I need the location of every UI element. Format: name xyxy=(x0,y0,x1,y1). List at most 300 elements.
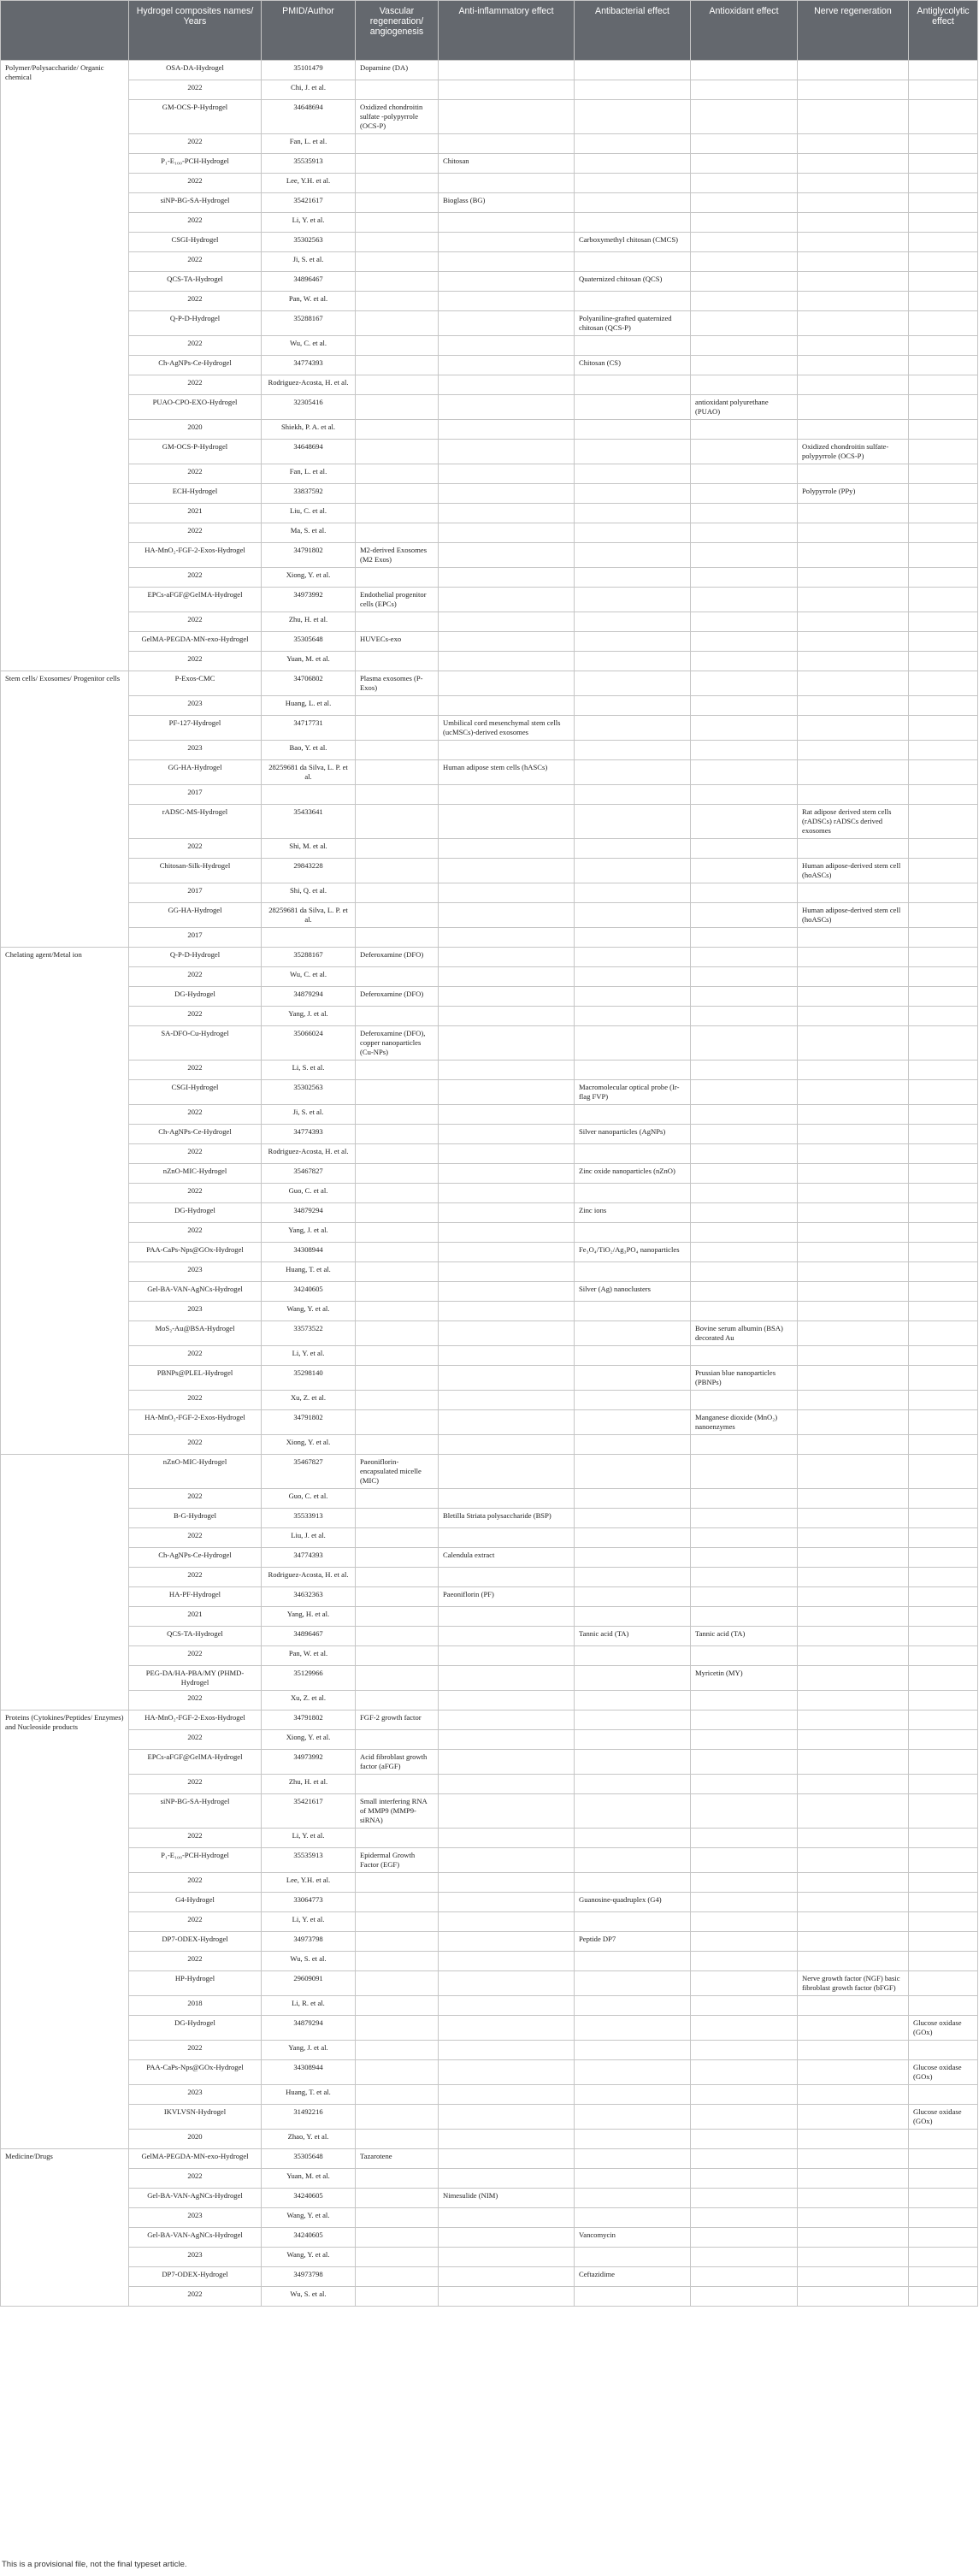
nerve-regeneration-cell xyxy=(798,948,909,967)
antibacterial-cell xyxy=(575,1144,691,1164)
anti-inflammatory-cell xyxy=(439,696,575,716)
pmid-author-cell: 33837592 xyxy=(262,484,356,504)
composite-name-cell: DG-Hydrogel xyxy=(129,987,262,1007)
antibacterial-cell xyxy=(575,543,691,568)
composite-name-cell: IKVLVSN-Hydrogel xyxy=(129,2105,262,2130)
pmid-author-cell: 34308944 xyxy=(262,2060,356,2085)
antiglycolytic-cell xyxy=(909,1144,978,1164)
nerve-regeneration-cell xyxy=(798,1710,909,1730)
antioxidant-cell xyxy=(691,1026,798,1061)
composite-name-cell: 2022 xyxy=(129,1346,262,1366)
vascular-regeneration-cell xyxy=(356,883,439,903)
vascular-regeneration-cell xyxy=(356,1105,439,1125)
nerve-regeneration-cell xyxy=(798,1282,909,1302)
antiglycolytic-cell xyxy=(909,1061,978,1080)
table-row xyxy=(1,543,978,568)
table-row xyxy=(1,2130,978,2149)
nerve-regeneration-cell xyxy=(798,1223,909,1243)
composite-name-cell: P₁-E₁₀₀-PCH-Hydrogel xyxy=(129,1848,262,1873)
pmid-author-cell: Li, Y. et al. xyxy=(262,1912,356,1932)
pmid-author-cell xyxy=(262,928,356,948)
anti-inflammatory-cell xyxy=(439,1568,575,1587)
anti-inflammatory-cell xyxy=(439,1007,575,1026)
antioxidant-cell xyxy=(691,1125,798,1144)
vascular-regeneration-cell xyxy=(356,1321,439,1346)
pmid-author-cell: Bao, Y. et al. xyxy=(262,741,356,760)
antioxidant-cell xyxy=(691,2189,798,2208)
pmid-author-cell: 34879294 xyxy=(262,987,356,1007)
pmid-author-cell: Li, Y. et al. xyxy=(262,1829,356,1848)
vascular-regeneration-cell xyxy=(356,1410,439,1435)
anti-inflammatory-cell xyxy=(439,1125,575,1144)
antiglycolytic-cell xyxy=(909,568,978,588)
anti-inflammatory-cell xyxy=(439,440,575,464)
table-row xyxy=(1,1952,978,1971)
anti-inflammatory-cell: Chitosan xyxy=(439,154,575,174)
table-row xyxy=(1,632,978,652)
table-row xyxy=(1,2105,978,2130)
pmid-author-cell: Wang, Y. et al. xyxy=(262,2248,356,2267)
antioxidant-cell xyxy=(691,1080,798,1105)
antioxidant-cell xyxy=(691,484,798,504)
composite-name-cell: 2022 xyxy=(129,967,262,987)
antioxidant-cell xyxy=(691,233,798,252)
composite-name-cell: 2017 xyxy=(129,883,262,903)
nerve-regeneration-cell xyxy=(798,588,909,612)
antibacterial-cell: Carboxymethyl chitosan (CMCS) xyxy=(575,233,691,252)
anti-inflammatory-cell xyxy=(439,336,575,356)
composite-name-cell: Gel-BA-VAN-AgNCs-Hydrogel xyxy=(129,2228,262,2248)
antioxidant-cell xyxy=(691,903,798,928)
composite-name-cell: HP-Hydrogel xyxy=(129,1971,262,1996)
anti-inflammatory-cell xyxy=(439,1282,575,1302)
table-row xyxy=(1,1912,978,1932)
anti-inflammatory-cell xyxy=(439,1730,575,1750)
table-row xyxy=(1,1184,978,1203)
composite-name-cell: Ch-AgNPs-Ce-Hydrogel xyxy=(129,356,262,375)
antibacterial-cell xyxy=(575,785,691,805)
antibacterial-cell xyxy=(575,671,691,696)
anti-inflammatory-cell xyxy=(439,2060,575,2085)
table-row xyxy=(1,883,978,903)
nerve-regeneration-cell xyxy=(798,252,909,272)
pmid-author-cell: 35433641 xyxy=(262,805,356,839)
antioxidant-cell xyxy=(691,1223,798,1243)
anti-inflammatory-cell xyxy=(439,1794,575,1829)
antioxidant-cell xyxy=(691,760,798,785)
table-row xyxy=(1,1203,978,1223)
nerve-regeneration-cell xyxy=(798,1455,909,1489)
antioxidant-cell xyxy=(691,839,798,859)
vascular-regeneration-cell xyxy=(356,785,439,805)
nerve-regeneration-cell xyxy=(798,2208,909,2228)
antiglycolytic-cell xyxy=(909,2169,978,2189)
antioxidant-cell xyxy=(691,2287,798,2307)
vascular-regeneration-cell xyxy=(356,1164,439,1184)
pmid-author-cell: 34648694 xyxy=(262,100,356,134)
anti-inflammatory-cell xyxy=(439,504,575,523)
antioxidant-cell xyxy=(691,154,798,174)
nerve-regeneration-cell xyxy=(798,1391,909,1410)
antibacterial-cell xyxy=(575,1262,691,1282)
table-row xyxy=(1,1435,978,1455)
antioxidant-cell xyxy=(691,2248,798,2267)
antiglycolytic-cell xyxy=(909,1489,978,1509)
table-row xyxy=(1,716,978,741)
antibacterial-cell xyxy=(575,2208,691,2228)
pmid-author-cell: 35129966 xyxy=(262,1666,356,1691)
pmid-author-cell: Guo, C. et al. xyxy=(262,1489,356,1509)
antibacterial-cell: Macromolecular optical probe (Ir-flag FVP) xyxy=(575,1080,691,1105)
composite-name-cell: B-G-Hydrogel xyxy=(129,1509,262,1528)
table-row xyxy=(1,1321,978,1346)
antiglycolytic-cell xyxy=(909,2189,978,2208)
vascular-regeneration-cell xyxy=(356,1302,439,1321)
anti-inflammatory-cell xyxy=(439,1952,575,1971)
vascular-regeneration-cell xyxy=(356,193,439,213)
vascular-regeneration-cell xyxy=(356,967,439,987)
anti-inflammatory-cell xyxy=(439,1455,575,1489)
antiglycolytic-cell xyxy=(909,1666,978,1691)
table-row xyxy=(1,1794,978,1829)
table-row xyxy=(1,928,978,948)
nerve-regeneration-cell xyxy=(798,839,909,859)
nerve-regeneration-cell xyxy=(798,1007,909,1026)
pmid-author-cell: Xiong, Y. et al. xyxy=(262,1730,356,1750)
anti-inflammatory-cell xyxy=(439,1262,575,1282)
vascular-regeneration-cell xyxy=(356,696,439,716)
antibacterial-cell: Guanosine-quadruplex (G4) xyxy=(575,1893,691,1912)
nerve-regeneration-cell xyxy=(798,1730,909,1750)
pmid-author-cell: Wu, C. et al. xyxy=(262,967,356,987)
antioxidant-cell xyxy=(691,252,798,272)
composite-name-cell: 2022 xyxy=(129,1952,262,1971)
anti-inflammatory-cell xyxy=(439,292,575,311)
vascular-regeneration-cell: Tazarotene xyxy=(356,2149,439,2169)
composite-name-cell: QCS-TA-Hydrogel xyxy=(129,272,262,292)
pmid-author-cell: 34896467 xyxy=(262,1627,356,1646)
composite-name-cell: PBNPs@PLEL-Hydrogel xyxy=(129,1366,262,1391)
antioxidant-cell xyxy=(691,1730,798,1750)
antioxidant-cell xyxy=(691,1007,798,1026)
composite-name-cell: 2022 xyxy=(129,1775,262,1794)
composite-name-cell: DG-Hydrogel xyxy=(129,2016,262,2041)
composite-name-cell: 2022 xyxy=(129,292,262,311)
pmid-author-cell: Ji, S. et al. xyxy=(262,252,356,272)
vascular-regeneration-cell xyxy=(356,859,439,883)
category-cell: Proteins (Cytokines/Peptides/ Enzymes) and Nucleoside products xyxy=(1,1710,129,2149)
anti-inflammatory-cell: Human adipose stem cells (hASCs) xyxy=(439,760,575,785)
anti-inflammatory-cell xyxy=(439,1243,575,1262)
table-row xyxy=(1,1893,978,1912)
anti-inflammatory-cell xyxy=(439,1971,575,1996)
table-row xyxy=(1,903,978,928)
antioxidant-cell xyxy=(691,805,798,839)
nerve-regeneration-cell xyxy=(798,987,909,1007)
antibacterial-cell xyxy=(575,967,691,987)
pmid-author-cell: 35467827 xyxy=(262,1164,356,1184)
pmid-author-cell: 34973798 xyxy=(262,1932,356,1952)
nerve-regeneration-cell xyxy=(798,1144,909,1164)
composite-name-cell: 2022 xyxy=(129,1873,262,1893)
antiglycolytic-cell xyxy=(909,543,978,568)
antioxidant-cell xyxy=(691,543,798,568)
pmid-author-cell: Wang, Y. et al. xyxy=(262,1302,356,1321)
antioxidant-cell xyxy=(691,588,798,612)
pmid-author-cell: Chi, J. et al. xyxy=(262,80,356,100)
antiglycolytic-cell xyxy=(909,1125,978,1144)
pmid-author-cell: 35305648 xyxy=(262,632,356,652)
table-row xyxy=(1,1223,978,1243)
anti-inflammatory-cell: Nimesulide (NIM) xyxy=(439,2189,575,2208)
antibacterial-cell xyxy=(575,504,691,523)
antibacterial-cell: Silver (Ag) nanoclusters xyxy=(575,1282,691,1302)
antioxidant-cell xyxy=(691,967,798,987)
antibacterial-cell xyxy=(575,1366,691,1391)
vascular-regeneration-cell: M2-derived Exosomes (M2 Exos) xyxy=(356,543,439,568)
nerve-regeneration-cell xyxy=(798,2085,909,2105)
vascular-regeneration-cell xyxy=(356,1243,439,1262)
vascular-regeneration-cell xyxy=(356,134,439,154)
anti-inflammatory-cell xyxy=(439,523,575,543)
table-row xyxy=(1,1932,978,1952)
pmid-author-cell: Xiong, Y. et al. xyxy=(262,568,356,588)
antibacterial-cell xyxy=(575,741,691,760)
antibacterial-cell xyxy=(575,100,691,134)
table-row xyxy=(1,1971,978,1996)
composite-name-cell: GelMA-PEGDA-MN-exo-Hydrogel xyxy=(129,632,262,652)
antibacterial-cell xyxy=(575,1026,691,1061)
antibacterial-cell: Polyaniline-grafted quaternized chitosan (QCS-P) xyxy=(575,311,691,336)
composite-name-cell: G4-Hydrogel xyxy=(129,1893,262,1912)
composite-name-cell: EPCs-aFGF@GelMA-Hydrogel xyxy=(129,588,262,612)
antiglycolytic-cell xyxy=(909,1873,978,1893)
vascular-regeneration-cell xyxy=(356,1912,439,1932)
antibacterial-cell xyxy=(575,1646,691,1666)
vascular-regeneration-cell xyxy=(356,1528,439,1548)
composite-name-cell: Ch-AgNPs-Ce-Hydrogel xyxy=(129,1548,262,1568)
table-row xyxy=(1,1302,978,1321)
anti-inflammatory-cell xyxy=(439,1391,575,1410)
vascular-regeneration-cell xyxy=(356,760,439,785)
nerve-regeneration-cell xyxy=(798,1848,909,1873)
nerve-regeneration-cell xyxy=(798,2189,909,2208)
nerve-regeneration-cell xyxy=(798,1893,909,1912)
antiglycolytic-cell xyxy=(909,80,978,100)
pmid-author-cell: 34632363 xyxy=(262,1587,356,1607)
pmid-author-cell: Fan, L. et al. xyxy=(262,134,356,154)
table-row xyxy=(1,2189,978,2208)
composite-name-cell: PAA-CaPs-Nps@GOx-Hydrogel xyxy=(129,1243,262,1262)
nerve-regeneration-cell xyxy=(798,80,909,100)
pmid-author-cell: Li, Y. et al. xyxy=(262,213,356,233)
header-antiglycolytic: Antiglycolytic effect xyxy=(909,1,978,61)
vascular-regeneration-cell xyxy=(356,2228,439,2248)
antibacterial-cell xyxy=(575,839,691,859)
composite-name-cell: GM-OCS-P-Hydrogel xyxy=(129,100,262,134)
antiglycolytic-cell: Glucose oxidase (GOx) xyxy=(909,2016,978,2041)
vascular-regeneration-cell xyxy=(356,1996,439,2016)
table-row xyxy=(1,1080,978,1105)
pmid-author-cell xyxy=(262,785,356,805)
table-row xyxy=(1,1243,978,1262)
antioxidant-cell xyxy=(691,134,798,154)
nerve-regeneration-cell xyxy=(798,1509,909,1528)
header-antioxidant: Antioxidant effect xyxy=(691,1,798,61)
pmid-author-cell: Zhu, H. et al. xyxy=(262,1775,356,1794)
pmid-author-cell: 29609091 xyxy=(262,1971,356,1996)
antioxidant-cell: Tannic acid (TA) xyxy=(691,1627,798,1646)
table-row xyxy=(1,1646,978,1666)
pmid-author-cell: Lee, Y.H. et al. xyxy=(262,174,356,193)
anti-inflammatory-cell xyxy=(439,903,575,928)
antibacterial-cell xyxy=(575,1848,691,1873)
vascular-regeneration-cell xyxy=(356,1346,439,1366)
nerve-regeneration-cell xyxy=(798,1302,909,1321)
composite-name-cell: QCS-TA-Hydrogel xyxy=(129,1627,262,1646)
nerve-regeneration-cell xyxy=(798,1346,909,1366)
table-row xyxy=(1,805,978,839)
composite-name-cell: 2022 xyxy=(129,1730,262,1750)
table-header-row xyxy=(1,1,978,61)
nerve-regeneration-cell xyxy=(798,272,909,292)
nerve-regeneration-cell xyxy=(798,696,909,716)
pmid-author-cell: 35467827 xyxy=(262,1455,356,1489)
anti-inflammatory-cell: Bletilla Striata polysaccharide (BSP) xyxy=(439,1509,575,1528)
pmid-author-cell: 35305648 xyxy=(262,2149,356,2169)
anti-inflammatory-cell xyxy=(439,1607,575,1627)
antibacterial-cell xyxy=(575,1302,691,1321)
pmid-author-cell: Pan, W. et al. xyxy=(262,1646,356,1666)
table-row xyxy=(1,336,978,356)
vascular-regeneration-cell xyxy=(356,80,439,100)
header-vascular-regeneration: Vascular regeneration/ angiogenesis xyxy=(356,1,439,61)
composite-name-cell: 2022 xyxy=(129,80,262,100)
composite-name-cell: 2023 xyxy=(129,696,262,716)
table-row xyxy=(1,523,978,543)
anti-inflammatory-cell xyxy=(439,1893,575,1912)
nerve-regeneration-cell xyxy=(798,2228,909,2248)
nerve-regeneration-cell xyxy=(798,1750,909,1775)
antiglycolytic-cell xyxy=(909,1302,978,1321)
anti-inflammatory-cell xyxy=(439,967,575,987)
nerve-regeneration-cell xyxy=(798,741,909,760)
pmid-author-cell: 35288167 xyxy=(262,948,356,967)
antibacterial-cell: Chitosan (CS) xyxy=(575,356,691,375)
nerve-regeneration-cell xyxy=(798,671,909,696)
table-row xyxy=(1,2267,978,2287)
pmid-author-cell: 34240605 xyxy=(262,2228,356,2248)
pmid-author-cell: 35535913 xyxy=(262,154,356,174)
category-cell: Medicine/Drugs xyxy=(1,2149,129,2307)
antiglycolytic-cell xyxy=(909,1007,978,1026)
antibacterial-cell xyxy=(575,193,691,213)
antibacterial-cell xyxy=(575,1061,691,1080)
composite-name-cell: 2022 xyxy=(129,1489,262,1509)
antioxidant-cell xyxy=(691,440,798,464)
table-row xyxy=(1,356,978,375)
antioxidant-cell xyxy=(691,420,798,440)
composite-name-cell: GM-OCS-P-Hydrogel xyxy=(129,440,262,464)
pmid-author-cell: Xiong, Y. et al. xyxy=(262,1435,356,1455)
antiglycolytic-cell xyxy=(909,1775,978,1794)
antioxidant-cell xyxy=(691,1435,798,1455)
composite-name-cell: CSGI-Hydrogel xyxy=(129,233,262,252)
antibacterial-cell xyxy=(575,1435,691,1455)
table-row xyxy=(1,174,978,193)
table-row xyxy=(1,1391,978,1410)
table-row xyxy=(1,696,978,716)
composite-name-cell: Q-P-D-Hydrogel xyxy=(129,948,262,967)
vascular-regeneration-cell xyxy=(356,1587,439,1607)
anti-inflammatory-cell xyxy=(439,1646,575,1666)
pmid-author-cell: 34774393 xyxy=(262,1125,356,1144)
antibacterial-cell xyxy=(575,652,691,671)
antibacterial-cell xyxy=(575,1223,691,1243)
nerve-regeneration-cell: Human adipose-derived stem cell (hoASCs) xyxy=(798,903,909,928)
anti-inflammatory-cell xyxy=(439,356,575,375)
vascular-regeneration-cell: Endothelial progenitor cells (EPCs) xyxy=(356,588,439,612)
table-row xyxy=(1,2248,978,2267)
antioxidant-cell xyxy=(691,61,798,80)
composite-name-cell: 2022 xyxy=(129,1435,262,1455)
antiglycolytic-cell xyxy=(909,1105,978,1125)
table-row xyxy=(1,154,978,174)
table-row xyxy=(1,395,978,420)
antiglycolytic-cell xyxy=(909,420,978,440)
composite-name-cell: 2022 xyxy=(129,1223,262,1243)
vascular-regeneration-cell xyxy=(356,1646,439,1666)
composite-name-cell: 2021 xyxy=(129,1607,262,1627)
anti-inflammatory-cell xyxy=(439,2267,575,2287)
antibacterial-cell xyxy=(575,213,691,233)
antiglycolytic-cell xyxy=(909,1829,978,1848)
nerve-regeneration-cell xyxy=(798,1203,909,1223)
pmid-author-cell: Wang, Y. et al. xyxy=(262,2208,356,2228)
pmid-author-cell: 35533913 xyxy=(262,1509,356,1528)
antibacterial-cell: Zinc oxide nanoparticles (nZnO) xyxy=(575,1164,691,1184)
antiglycolytic-cell xyxy=(909,61,978,80)
antiglycolytic-cell xyxy=(909,100,978,134)
antiglycolytic-cell xyxy=(909,1627,978,1646)
nerve-regeneration-cell: Human adipose-derived stem cell (hoASCs) xyxy=(798,859,909,883)
anti-inflammatory-cell xyxy=(439,543,575,568)
nerve-regeneration-cell xyxy=(798,632,909,652)
antioxidant-cell xyxy=(691,1568,798,1587)
pmid-author-cell: Zhao, Y. et al. xyxy=(262,2130,356,2149)
nerve-regeneration-cell xyxy=(798,213,909,233)
vascular-regeneration-cell xyxy=(356,1691,439,1710)
anti-inflammatory-cell xyxy=(439,484,575,504)
vascular-regeneration-cell xyxy=(356,1282,439,1302)
nerve-regeneration-cell xyxy=(798,2287,909,2307)
table-row xyxy=(1,193,978,213)
table-row xyxy=(1,233,978,252)
antibacterial-cell: Fe₃O₄/TiO₂/Ag₃PO₄ nanoparticles xyxy=(575,1243,691,1262)
antiglycolytic-cell xyxy=(909,1952,978,1971)
antiglycolytic-cell xyxy=(909,233,978,252)
pmid-author-cell: 34774393 xyxy=(262,1548,356,1568)
anti-inflammatory-cell xyxy=(439,948,575,967)
vascular-regeneration-cell xyxy=(356,464,439,484)
antibacterial-cell xyxy=(575,134,691,154)
antioxidant-cell xyxy=(691,785,798,805)
anti-inflammatory-cell xyxy=(439,1932,575,1952)
nerve-regeneration-cell xyxy=(798,1026,909,1061)
table-row xyxy=(1,1627,978,1646)
pmid-author-cell: 35298140 xyxy=(262,1366,356,1391)
antioxidant-cell xyxy=(691,2267,798,2287)
